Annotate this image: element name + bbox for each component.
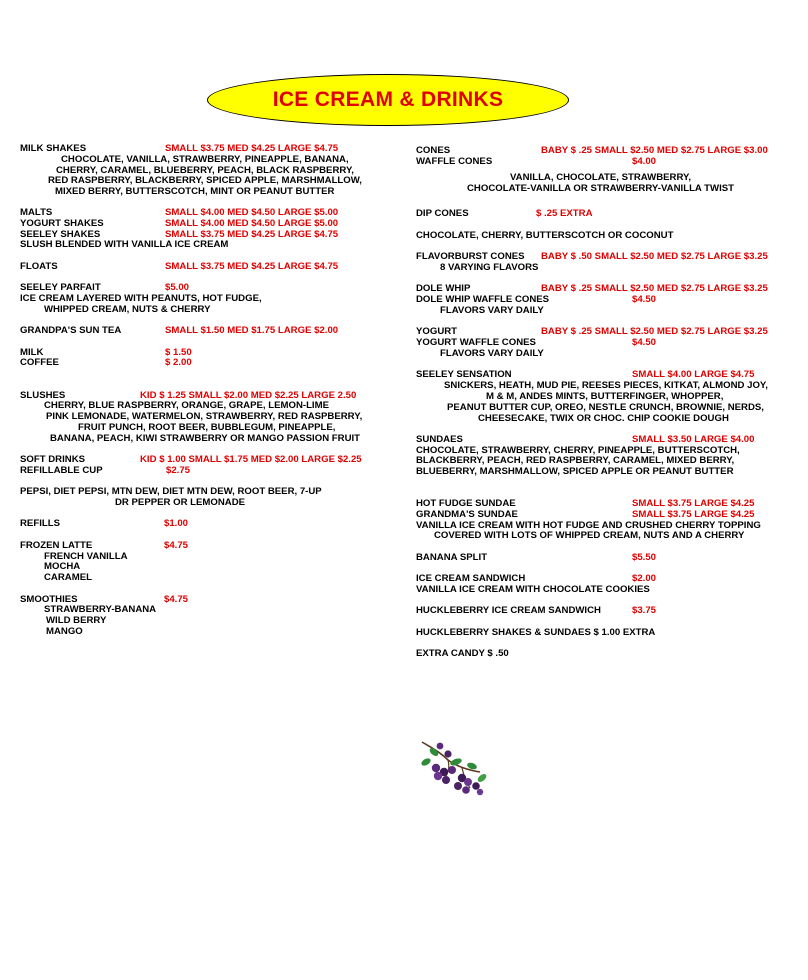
title-banner	[207, 74, 569, 126]
item-description: CHEESECAKE, TWIX OR CHOC. CHIP COOKIE DOUGH	[478, 413, 729, 424]
item-description: FRENCH VANILLA	[44, 551, 128, 562]
item-price: SMALL $3.75 MED $4.25 LARGE $4.75	[165, 143, 339, 154]
item-price: $ .25 EXTRA	[536, 208, 593, 219]
item-name: GRANDMA'S SUNDAE	[416, 509, 518, 520]
item-description: M & M, ANDES MINTS, BUTTERFINGER, WHOPPER,	[486, 391, 724, 402]
item-price: SMALL $4.00 LARGE $4.75	[632, 369, 755, 380]
grapes-icon	[418, 738, 494, 796]
item-name: SLUSHES	[20, 390, 66, 401]
item-price: SMALL $3.75 LARGE $4.25	[632, 498, 755, 509]
item-name: YOGURT WAFFLE CONES	[416, 337, 536, 348]
item-description: MOCHA	[44, 561, 81, 572]
item-price: BABY $ .25 SMALL $2.50 MED $2.75 LARGE $3.00	[541, 145, 768, 156]
item-description: VANILLA, CHOCOLATE, STRAWBERRY,	[510, 172, 692, 183]
item-name: ICE CREAM SANDWICH	[416, 573, 526, 584]
item-name: YOGURT SHAKES	[20, 218, 104, 229]
item-price: $5.50	[632, 552, 657, 563]
item-description: PEANUT BUTTER CUP, OREO, NESTLE CRUNCH, BROWNIE, NERDS,	[447, 402, 764, 413]
item-name: BANANA SPLIT	[416, 552, 488, 563]
item-description: CHOCOLATE-VANILLA OR STRAWBERRY-VANILLA TWIST	[467, 183, 735, 194]
item-description: MIXED BERRY, BUTTERSCOTCH, MINT OR PEANUT BUTTER	[55, 186, 335, 197]
item-price: SMALL $4.00 MED $4.50 LARGE $5.00	[165, 207, 339, 218]
item-name: REFILLS	[20, 518, 60, 529]
item-name: GRANDPA'S SUN TEA	[20, 325, 122, 336]
item-description: MANGO	[46, 626, 83, 637]
item-name: FROZEN LATTE	[20, 540, 93, 551]
item-price: $1.00	[164, 518, 189, 529]
item-description: SNICKERS, HEATH, MUD PIE, REESES PIECES, KITKAT, ALMOND JOY,	[444, 380, 768, 391]
item-name: DIP CONES	[416, 208, 469, 219]
item-description: SLUSH BLENDED WITH VANILLA ICE CREAM	[20, 239, 229, 250]
item-price: $ 2.00	[165, 357, 192, 368]
item-description: CHERRY, BLUE RASPBERRY, ORANGE, GRAPE, LEMON-LIME	[44, 400, 329, 411]
item-name: SEELEY SHAKES	[20, 229, 101, 240]
item-description: PEPSI, DIET PEPSI, MTN DEW, DIET MTN DEW, ROOT BEER, 7-UP	[20, 486, 322, 497]
item-name: COFFEE	[20, 357, 59, 368]
item-price: BABY $ .25 SMALL $2.50 MED $2.75 LARGE $3.25	[541, 326, 768, 337]
item-name: SEELEY SENSATION	[416, 369, 512, 380]
item-name: WAFFLE CONES	[416, 156, 493, 167]
item-name: MILK SHAKES	[20, 143, 87, 154]
item-description: FLAVORS VARY DAILY	[440, 348, 544, 359]
item-description: STRAWBERRY-BANANA	[44, 604, 157, 615]
item-description: 8 VARYING FLAVORS	[440, 262, 539, 273]
item-name: HUCKLEBERRY ICE CREAM SANDWICH	[416, 605, 601, 616]
item-price: $4.50	[632, 294, 657, 305]
item-name: SMOOTHIES	[20, 594, 78, 605]
item-name: FLOATS	[20, 261, 58, 272]
item-description: VANILLA ICE CREAM WITH CHOCOLATE COOKIES	[416, 584, 650, 595]
item-description: BANANA, PEACH, KIWI STRAWBERRY OR MANGO PASSION FRUIT	[50, 433, 361, 444]
item-description: CARAMEL	[44, 572, 92, 583]
item-price: SMALL $3.50 LARGE $4.00	[632, 434, 755, 445]
item-price: $4.00	[632, 156, 657, 167]
item-price: SMALL $3.75 MED $4.25 LARGE $4.75	[165, 261, 339, 272]
item-description: RED RASPBERRY, BLACKBERRY, SPICED APPLE, MARSHMALLOW,	[48, 175, 362, 186]
item-description: VANILLA ICE CREAM WITH HOT FUDGE AND CRUSHED CHERRY TOPPING	[416, 520, 761, 531]
item-note: HUCKLEBERRY SHAKES & SUNDAES $ 1.00 EXTRA	[416, 627, 656, 638]
item-price: $4.75	[164, 594, 189, 605]
item-note: EXTRA CANDY $ .50	[416, 648, 509, 659]
item-price: $5.00	[165, 282, 190, 293]
item-price: KID $ 1.25 SMALL $2.00 MED $2.25 LARGE 2.50	[140, 390, 357, 401]
item-name: SUNDAES	[416, 434, 463, 445]
item-description: CHOCOLATE, STRAWBERRY, CHERRY, PINEAPPLE, BUTTERSCOTCH,	[416, 445, 740, 456]
item-name: CONES	[416, 145, 451, 156]
item-description: CHOCOLATE, VANILLA, STRAWBERRY, PINEAPPLE, BANANA,	[61, 154, 349, 165]
item-name: DOLE WHIP	[416, 283, 471, 294]
item-description: CHERRY, CARAMEL, BLUEBERRY, PEACH, BLACK RASPBERRY,	[56, 165, 354, 176]
item-price: $3.75	[632, 605, 657, 616]
item-price: BABY $ .50 SMALL $2.50 MED $2.75 LARGE $3.25	[541, 251, 768, 262]
item-name: MILK	[20, 347, 44, 358]
item-price: BABY $ .25 SMALL $2.50 MED $2.75 LARGE $3.25	[541, 283, 768, 294]
item-price: SMALL $4.00 MED $4.50 LARGE $5.00	[165, 218, 339, 229]
item-description: COVERED WITH LOTS OF WHIPPED CREAM, NUTS AND A CHERRY	[434, 530, 745, 541]
item-name: YOGURT	[416, 326, 458, 337]
item-name: REFILLABLE CUP	[20, 465, 103, 476]
item-price: KID $ 1.00 SMALL $1.75 MED $2.00 LARGE $2.25	[140, 454, 362, 465]
item-name: MALTS	[20, 207, 53, 218]
item-description: FRUIT PUNCH, ROOT BEER, BUBBLEGUM, PINEAPPLE,	[78, 422, 336, 433]
item-price: $2.75	[166, 465, 191, 476]
item-description: FLAVORS VARY DAILY	[440, 305, 544, 316]
item-description: WILD BERRY	[46, 615, 107, 626]
item-description: ICE CREAM LAYERED WITH PEANUTS, HOT FUDGE,	[20, 293, 262, 304]
item-description: CHOCOLATE, CHERRY, BUTTERSCOTCH OR COCONUT	[416, 230, 674, 241]
item-price: SMALL $1.50 MED $1.75 LARGE $2.00	[165, 325, 339, 336]
item-price: $ 1.50	[165, 347, 192, 358]
item-price: SMALL $3.75 MED $4.25 LARGE $4.75	[165, 229, 339, 240]
item-description: BLACKBERRY, PEACH, RED RASPBERRY, CARAMEL, MIXED BERRY,	[416, 455, 735, 466]
item-price: $4.75	[164, 540, 189, 551]
item-description: BLUEBERRY, MARSHMALLOW, SPICED APPLE OR PEANUT BUTTER	[416, 466, 734, 477]
page-title: ICE CREAM & DRINKS	[272, 87, 504, 111]
item-description: PINK LEMONADE, WATERMELON, STRAWBERRY, RED RASPBERRY,	[46, 411, 363, 422]
item-name: FLAVORBURST CONES	[416, 251, 525, 262]
item-name: SEELEY PARFAIT	[20, 282, 101, 293]
item-description: WHIPPED CREAM, NUTS & CHERRY	[44, 304, 211, 315]
item-name: HOT FUDGE SUNDAE	[416, 498, 516, 509]
item-price: $4.50	[632, 337, 657, 348]
item-price: $2.00	[632, 573, 657, 584]
item-name: DOLE WHIP WAFFLE CONES	[416, 294, 550, 305]
item-name: SOFT DRINKS	[20, 454, 86, 465]
item-description: DR PEPPER OR LEMONADE	[115, 497, 246, 508]
item-price: SMALL $3.75 LARGE $4.25	[632, 509, 755, 520]
